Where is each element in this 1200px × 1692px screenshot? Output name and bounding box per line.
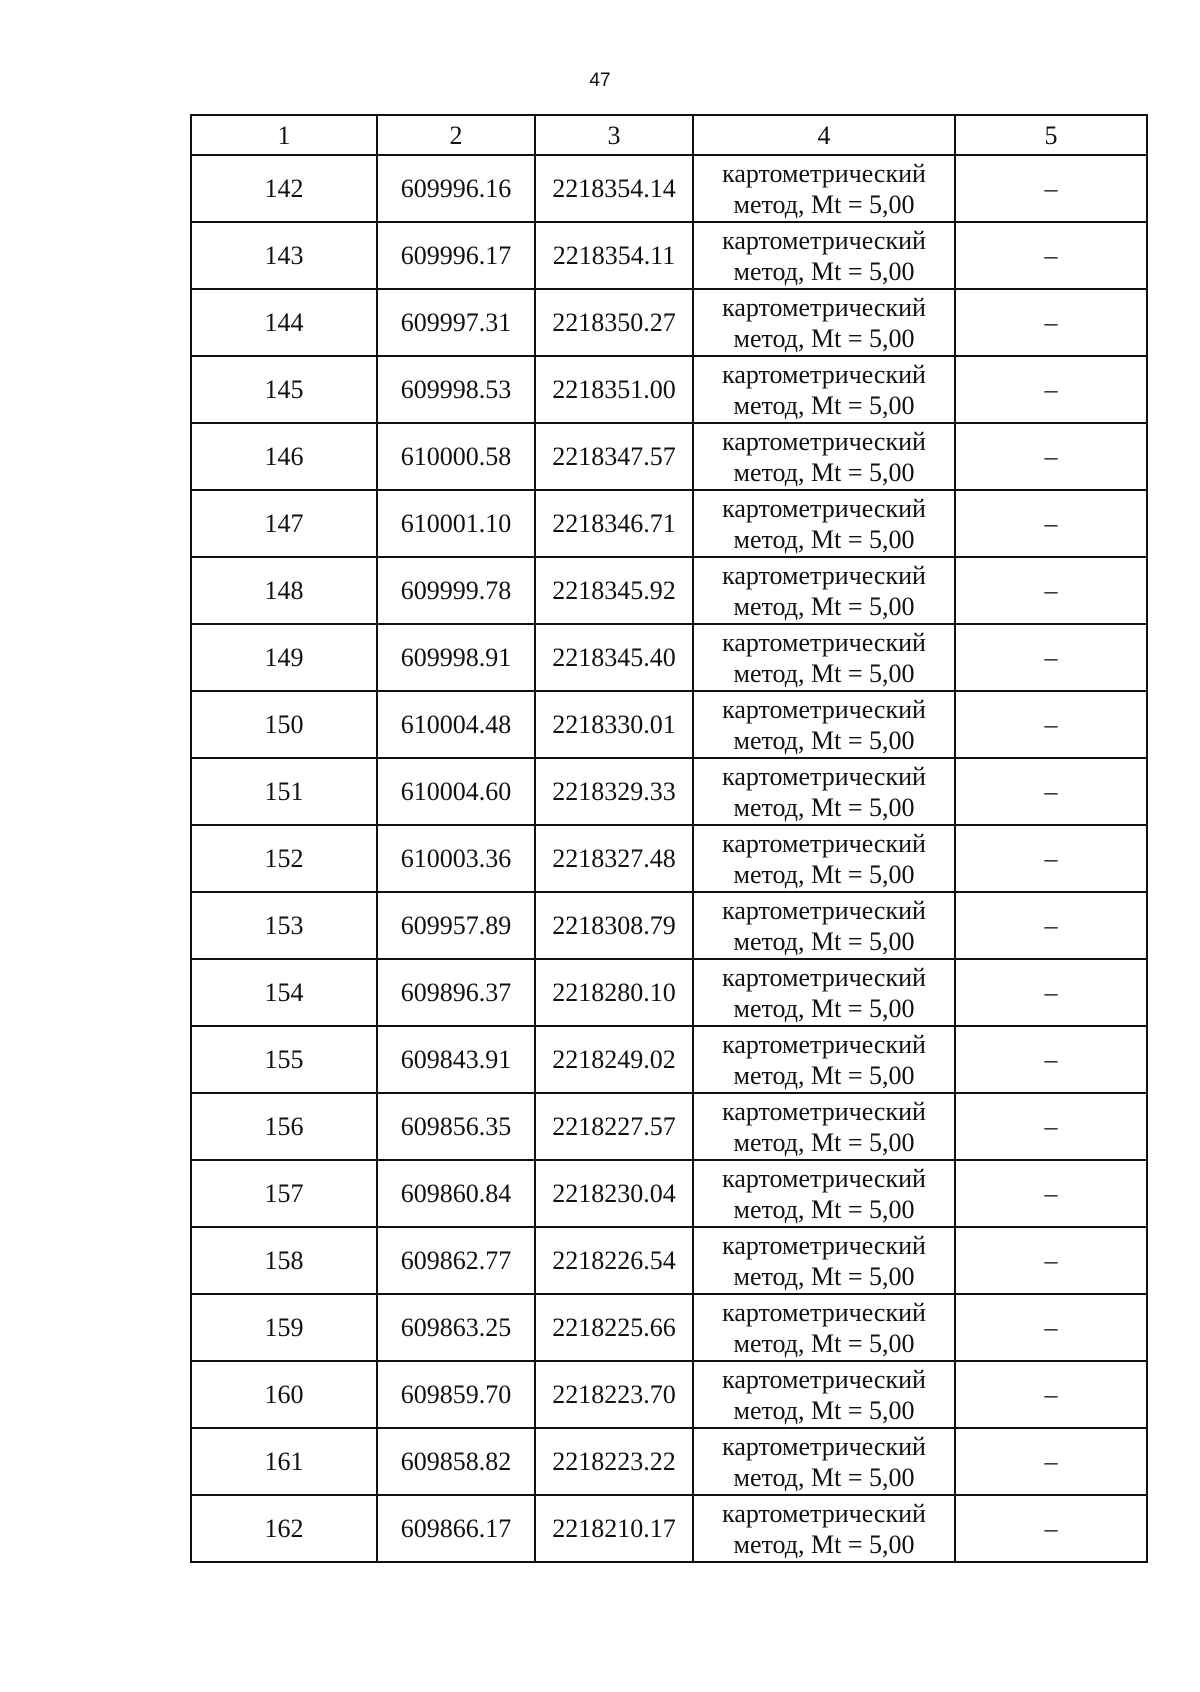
x-coordinate-cell: 609997.31 (377, 289, 535, 356)
x-coordinate-cell: 609859.70 (377, 1361, 535, 1428)
y-coordinate-cell: 2218280.10 (535, 959, 693, 1026)
point-number-cell: 144 (191, 289, 377, 356)
x-coordinate-cell: 609843.91 (377, 1026, 535, 1093)
point-number-cell: 155 (191, 1026, 377, 1093)
method-cell (693, 1294, 955, 1361)
table-row (191, 1361, 1147, 1428)
method-name-text: картометрический (722, 1029, 926, 1059)
table-row (191, 1294, 1147, 1361)
point-number-cell: 152 (191, 825, 377, 892)
table-row (191, 691, 1147, 758)
method-name-text: картометрический (722, 828, 926, 858)
table-row (191, 423, 1147, 490)
column-5-cell: – (955, 155, 1147, 222)
method-name-text: картометрический (722, 225, 926, 255)
table-row (191, 959, 1147, 1026)
column-5-cell: – (955, 490, 1147, 557)
method-accuracy-text: метод, Mt = 5,00 (733, 1462, 915, 1492)
method-accuracy-text: метод, Mt = 5,00 (733, 524, 915, 554)
table-row (191, 1093, 1147, 1160)
method-accuracy-text: метод, Mt = 5,00 (733, 1194, 915, 1224)
method-cell (693, 490, 955, 557)
column-5-cell: – (955, 1428, 1147, 1495)
method-name-text: картометрический (722, 560, 926, 590)
point-number-cell: 158 (191, 1227, 377, 1294)
table-row (191, 557, 1147, 624)
point-number-cell: 148 (191, 557, 377, 624)
y-coordinate-cell: 2218230.04 (535, 1160, 693, 1227)
column-5-cell: – (955, 1294, 1147, 1361)
method-name-text: картометрический (722, 1498, 926, 1528)
column-5-cell: – (955, 289, 1147, 356)
table-row (191, 1026, 1147, 1093)
y-coordinate-cell: 2218354.14 (535, 155, 693, 222)
column-5-cell: – (955, 691, 1147, 758)
column-5-cell: – (955, 1361, 1147, 1428)
method-name-text: картометрический (722, 359, 926, 389)
method-name-text: картометрический (722, 1431, 926, 1461)
coordinates-table (190, 114, 1148, 1563)
method-cell (693, 892, 955, 959)
method-cell (693, 758, 955, 825)
x-coordinate-cell: 609860.84 (377, 1160, 535, 1227)
method-accuracy-text: метод, Mt = 5,00 (733, 256, 915, 286)
x-coordinate-cell: 609998.91 (377, 624, 535, 691)
point-number-cell: 154 (191, 959, 377, 1026)
table-row (191, 356, 1147, 423)
column-5-cell: – (955, 1160, 1147, 1227)
header-cell-3: 3 (535, 115, 693, 155)
method-accuracy-text: метод, Mt = 5,00 (733, 1127, 915, 1157)
x-coordinate-cell: 609996.16 (377, 155, 535, 222)
method-name-text: картометрический (722, 426, 926, 456)
method-name-text: картометрический (722, 694, 926, 724)
header-cell-1: 1 (191, 115, 377, 155)
x-coordinate-cell: 610000.58 (377, 423, 535, 490)
x-coordinate-cell: 609858.82 (377, 1428, 535, 1495)
method-accuracy-text: метод, Mt = 5,00 (733, 926, 915, 956)
method-accuracy-text: метод, Mt = 5,00 (733, 1395, 915, 1425)
header-cell-5: 5 (955, 115, 1147, 155)
method-accuracy-text: метод, Mt = 5,00 (733, 1529, 915, 1559)
y-coordinate-cell: 2218210.17 (535, 1495, 693, 1562)
x-coordinate-cell: 609896.37 (377, 959, 535, 1026)
method-name-text: картометрический (722, 627, 926, 657)
table-row (191, 825, 1147, 892)
header-cell-4: 4 (693, 115, 955, 155)
table-row (191, 624, 1147, 691)
method-accuracy-text: метод, Mt = 5,00 (733, 993, 915, 1023)
x-coordinate-cell: 610003.36 (377, 825, 535, 892)
method-accuracy-text: метод, Mt = 5,00 (733, 390, 915, 420)
method-cell (693, 1428, 955, 1495)
table-row (191, 289, 1147, 356)
x-coordinate-cell: 609862.77 (377, 1227, 535, 1294)
method-cell (693, 155, 955, 222)
table-header-row (191, 115, 1147, 155)
y-coordinate-cell: 2218347.57 (535, 423, 693, 490)
table-row (191, 222, 1147, 289)
method-name-text: картометрический (722, 158, 926, 188)
method-cell (693, 959, 955, 1026)
table-row (191, 1160, 1147, 1227)
method-accuracy-text: метод, Mt = 5,00 (733, 591, 915, 621)
method-cell (693, 423, 955, 490)
column-5-cell: – (955, 624, 1147, 691)
column-5-cell: – (955, 959, 1147, 1026)
point-number-cell: 151 (191, 758, 377, 825)
y-coordinate-cell: 2218350.27 (535, 289, 693, 356)
header-cell-2: 2 (377, 115, 535, 155)
method-cell (693, 691, 955, 758)
method-accuracy-text: метод, Mt = 5,00 (733, 323, 915, 353)
column-5-cell: – (955, 758, 1147, 825)
point-number-cell: 150 (191, 691, 377, 758)
y-coordinate-cell: 2218345.40 (535, 624, 693, 691)
method-accuracy-text: метод, Mt = 5,00 (733, 1261, 915, 1291)
y-coordinate-cell: 2218225.66 (535, 1294, 693, 1361)
x-coordinate-cell: 609957.89 (377, 892, 535, 959)
y-coordinate-cell: 2218249.02 (535, 1026, 693, 1093)
point-number-cell: 153 (191, 892, 377, 959)
y-coordinate-cell: 2218308.79 (535, 892, 693, 959)
x-coordinate-cell: 610004.48 (377, 691, 535, 758)
method-cell (693, 1227, 955, 1294)
method-name-text: картометрический (722, 761, 926, 791)
method-name-text: картометрический (722, 1096, 926, 1126)
method-name-text: картометрический (722, 895, 926, 925)
method-name-text: картометрический (722, 962, 926, 992)
column-5-cell: – (955, 1026, 1147, 1093)
x-coordinate-cell: 609999.78 (377, 557, 535, 624)
method-accuracy-text: метод, Mt = 5,00 (733, 457, 915, 487)
point-number-cell: 146 (191, 423, 377, 490)
y-coordinate-cell: 2218351.00 (535, 356, 693, 423)
point-number-cell: 160 (191, 1361, 377, 1428)
method-accuracy-text: метод, Mt = 5,00 (733, 658, 915, 688)
y-coordinate-cell: 2218223.70 (535, 1361, 693, 1428)
method-name-text: картометрический (722, 1230, 926, 1260)
column-5-cell: – (955, 825, 1147, 892)
method-cell (693, 1495, 955, 1562)
column-5-cell: – (955, 356, 1147, 423)
point-number-cell: 161 (191, 1428, 377, 1495)
method-cell (693, 1361, 955, 1428)
point-number-cell: 159 (191, 1294, 377, 1361)
table-row (191, 892, 1147, 959)
method-accuracy-text: метод, Mt = 5,00 (733, 189, 915, 219)
table-row (191, 758, 1147, 825)
method-cell (693, 624, 955, 691)
column-5-cell: – (955, 222, 1147, 289)
method-cell (693, 557, 955, 624)
x-coordinate-cell: 609856.35 (377, 1093, 535, 1160)
x-coordinate-cell: 609863.25 (377, 1294, 535, 1361)
column-5-cell: – (955, 423, 1147, 490)
column-5-cell: – (955, 892, 1147, 959)
column-5-cell: – (955, 1093, 1147, 1160)
x-coordinate-cell: 610001.10 (377, 490, 535, 557)
y-coordinate-cell: 2218327.48 (535, 825, 693, 892)
y-coordinate-cell: 2218227.57 (535, 1093, 693, 1160)
x-coordinate-cell: 610004.60 (377, 758, 535, 825)
method-cell (693, 356, 955, 423)
y-coordinate-cell: 2218226.54 (535, 1227, 693, 1294)
x-coordinate-cell: 609996.17 (377, 222, 535, 289)
method-name-text: картометрический (722, 1163, 926, 1193)
method-cell (693, 289, 955, 356)
column-5-cell: – (955, 557, 1147, 624)
table-row (191, 1227, 1147, 1294)
method-name-text: картометрический (722, 1364, 926, 1394)
point-number-cell: 147 (191, 490, 377, 557)
method-cell (693, 222, 955, 289)
method-accuracy-text: метод, Mt = 5,00 (733, 1328, 915, 1358)
y-coordinate-cell: 2218223.22 (535, 1428, 693, 1495)
column-5-cell: – (955, 1495, 1147, 1562)
method-name-text: картометрический (722, 292, 926, 322)
table-row (191, 490, 1147, 557)
x-coordinate-cell: 609866.17 (377, 1495, 535, 1562)
y-coordinate-cell: 2218330.01 (535, 691, 693, 758)
table-row (191, 1495, 1147, 1562)
table-row (191, 155, 1147, 222)
y-coordinate-cell: 2218354.11 (535, 222, 693, 289)
method-cell (693, 1160, 955, 1227)
point-number-cell: 145 (191, 356, 377, 423)
point-number-cell: 149 (191, 624, 377, 691)
point-number-cell: 157 (191, 1160, 377, 1227)
method-accuracy-text: метод, Mt = 5,00 (733, 725, 915, 755)
point-number-cell: 162 (191, 1495, 377, 1562)
point-number-cell: 143 (191, 222, 377, 289)
method-cell (693, 1026, 955, 1093)
column-5-cell: – (955, 1227, 1147, 1294)
method-cell (693, 1093, 955, 1160)
method-accuracy-text: метод, Mt = 5,00 (733, 1060, 915, 1090)
method-name-text: картометрический (722, 493, 926, 523)
table-row (191, 1428, 1147, 1495)
x-coordinate-cell: 609998.53 (377, 356, 535, 423)
page-number: 47 (589, 70, 611, 91)
method-accuracy-text: метод, Mt = 5,00 (733, 792, 915, 822)
y-coordinate-cell: 2218345.92 (535, 557, 693, 624)
y-coordinate-cell: 2218346.71 (535, 490, 693, 557)
method-name-text: картометрический (722, 1297, 926, 1327)
method-accuracy-text: метод, Mt = 5,00 (733, 859, 915, 889)
point-number-cell: 142 (191, 155, 377, 222)
y-coordinate-cell: 2218329.33 (535, 758, 693, 825)
point-number-cell: 156 (191, 1093, 377, 1160)
method-cell (693, 825, 955, 892)
